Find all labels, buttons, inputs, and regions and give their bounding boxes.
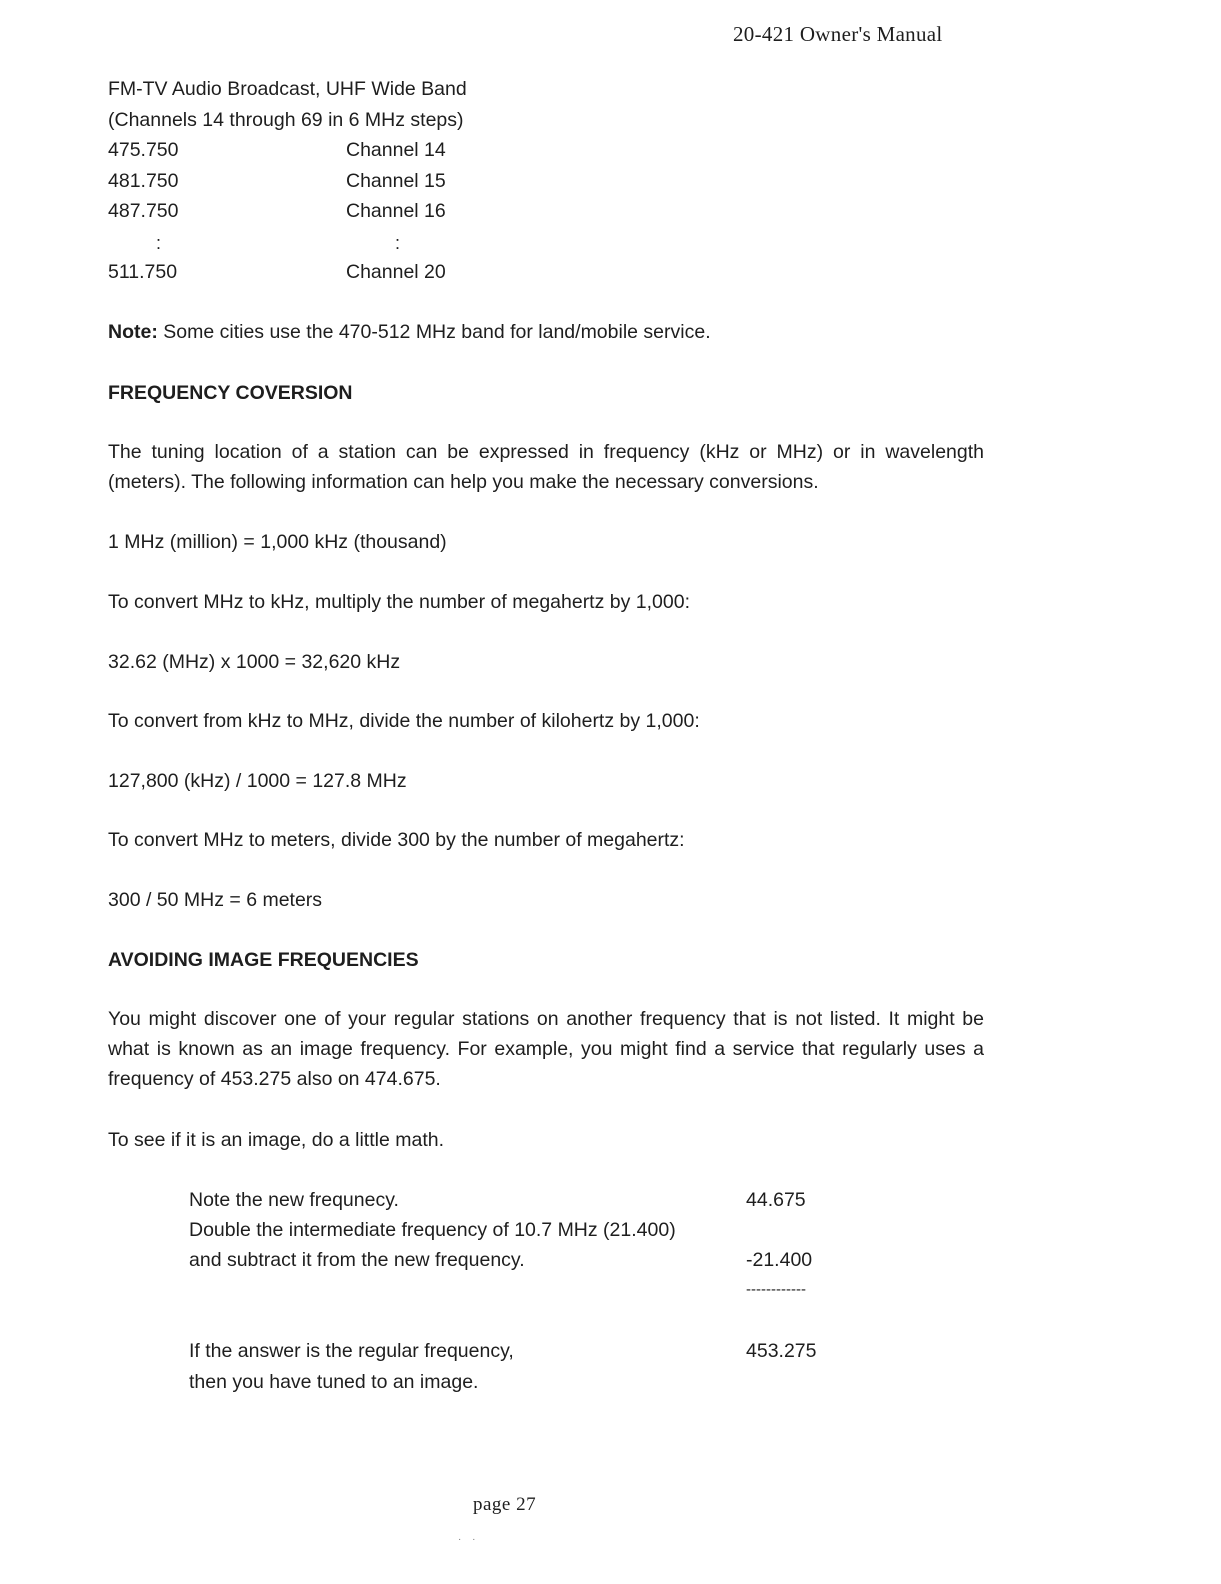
image-freq-heading: AVOIDING IMAGE FREQUENCIES	[108, 949, 419, 971]
band-row-channel: Channel 16	[346, 200, 446, 222]
conversion-mhz-to-meters: To convert MHz to meters, divide 300 by the number of megahertz:	[108, 829, 685, 851]
image-step-value: -21.400	[746, 1249, 813, 1271]
image-step-separator: ------------	[746, 1281, 806, 1298]
note-label: Note:	[108, 321, 158, 343]
band-row-channel: Channel 20	[346, 261, 446, 283]
image-step-line: Note the new frequnecy.	[189, 1189, 399, 1211]
band-row-freq: 487.750	[108, 200, 179, 222]
image-step-value: 453.275	[746, 1340, 817, 1362]
image-step-line: If the answer is the regular frequency,	[189, 1340, 514, 1362]
scan-speck: · ·	[458, 1534, 480, 1545]
image-step-line: then you have tuned to an image.	[189, 1371, 479, 1393]
band-row-freq: 481.750	[108, 170, 179, 192]
image-step-line: and subtract it from the new frequency.	[189, 1249, 525, 1271]
page-number: page 27	[473, 1494, 537, 1515]
image-step-value: 44.675	[746, 1189, 806, 1211]
conversion-intro: The tuning location of a station can be expressed in frequency (kHz or MHz) or in wavelength (meters). The following information can help you make the necessary conversions.	[108, 441, 984, 493]
conversion-mhz-to-khz-example: 32.62 (MHz) x 1000 = 32,620 kHz	[108, 651, 401, 673]
page-header-title: 20-421 Owner's Manual	[733, 22, 943, 46]
note-paragraph	[108, 317, 711, 347]
conversion-khz-to-mhz: To convert from kHz to MHz, divide the number of kilohertz by 1,000:	[108, 710, 700, 732]
conversion-equivalence: 1 MHz (million) = 1,000 kHz (thousand)	[108, 531, 447, 553]
band-row-freq: 475.750	[108, 139, 179, 161]
band-row-channel: Channel 14	[346, 139, 446, 161]
conversion-heading: FREQUENCY COVERSION	[108, 382, 353, 404]
image-step-line: Double the intermediate frequency of 10.7 MHz (21.400)	[189, 1219, 676, 1241]
conversion-khz-to-mhz-example: 127,800 (kHz) / 1000 = 127.8 MHz	[108, 770, 407, 792]
conversion-mhz-to-khz: To convert MHz to kHz, multiply the number of megahertz by 1,000:	[108, 591, 691, 613]
image-freq-lead: To see if it is an image, do a little math.	[108, 1129, 444, 1151]
band-row-channel: Channel 15	[346, 170, 446, 192]
image-freq-intro: You might discover one of your regular stations on another frequency that is not listed. It might be what is known as an image frequency. For example, you might find a service that regularly uses a frequency of 453.275 also on 474.675.	[108, 1008, 984, 1090]
conversion-mhz-to-meters-example: 300 / 50 MHz = 6 meters	[108, 889, 323, 911]
band-row-ellipsis: :	[395, 233, 401, 253]
band-row-ellipsis: :	[156, 233, 162, 253]
band-row-freq: 511.750	[108, 261, 178, 283]
band-subtitle: (Channels 14 through 69 in 6 MHz steps)	[108, 109, 464, 131]
band-title: FM-TV Audio Broadcast, UHF Wide Band	[108, 78, 467, 100]
note-text: Some cities use the 470-512 MHz band for land/mobile service.	[163, 321, 711, 343]
